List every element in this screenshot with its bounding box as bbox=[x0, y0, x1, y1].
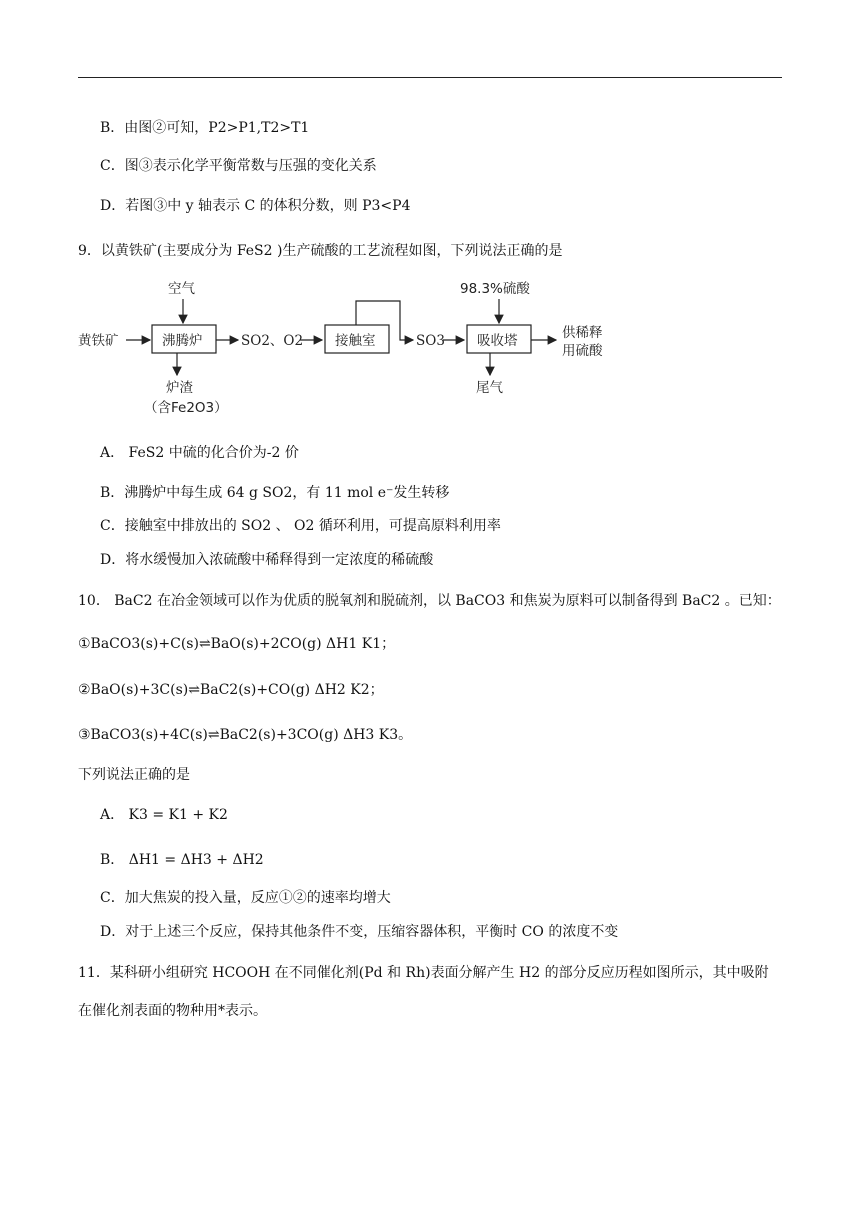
header-rule bbox=[78, 77, 782, 78]
acid-label: 98.3%硫酸 bbox=[460, 281, 530, 297]
q11-line-1: 11．某科研小组研究 HCOOH 在不同催化剂(Pd 和 Rh)表面分解产生 H2 的部分反应历程如图所示，其中吸附 bbox=[78, 965, 769, 981]
gases-label: SO2、O2 bbox=[241, 333, 304, 349]
product-label-2: 用硫酸 bbox=[562, 343, 603, 359]
q10-reaction-2: ②BaO(s)+3C(s)⇌BaC2(s)+CO(g) ΔH2 K2； bbox=[78, 682, 384, 698]
q10-reaction-1: ①BaCO3(s)+C(s)⇌BaO(s)+2CO(g) ΔH1 K1； bbox=[78, 636, 396, 652]
so3-label: SO3 bbox=[416, 333, 445, 349]
q8-option-d: D．若图③中 y 轴表示 C 的体积分数，则 P3<P4 bbox=[100, 198, 411, 214]
sulfuric-acid-flow-diagram bbox=[78, 275, 638, 425]
contact-label: 接触室 bbox=[335, 333, 376, 349]
q11-line-2: 在催化剂表面的物种用*表示。 bbox=[78, 1003, 267, 1019]
tail-label: 尾气 bbox=[476, 380, 503, 396]
product-label-1: 供稀释 bbox=[562, 325, 603, 341]
q8-option-c: C．图③表示化学平衡常数与压强的变化关系 bbox=[100, 158, 377, 174]
slag-label: 炉渣 bbox=[166, 380, 193, 396]
q10-option-a: A． K3 = K1 + K2 bbox=[100, 807, 228, 823]
q10-reaction-3: ③BaCO3(s)+4C(s)⇌BaC2(s)+3CO(g) ΔH3 K3。 bbox=[78, 727, 413, 743]
q8-option-b: B．由图②可知，P2>P1,T2>T1 bbox=[100, 120, 310, 136]
q9-option-a: A． FeS2 中硫的化合价为-2 价 bbox=[100, 445, 299, 461]
q9-option-c: C．接触室中排放出的 SO2 、 O2 循环利用，可提高原料利用率 bbox=[100, 518, 501, 534]
furnace-label: 沸腾炉 bbox=[162, 333, 203, 349]
q10-option-d: D．对于上述三个反应，保持其他条件不变，压缩容器体积，平衡时 CO 的浓度不变 bbox=[100, 924, 619, 940]
slag-note: （含Fe2O3） bbox=[144, 400, 228, 416]
q10-option-b: B． ΔH1 = ΔH3 + ΔH2 bbox=[100, 852, 264, 868]
q10-option-c: C．加大焦炭的投入量，反应①②的速率均增大 bbox=[100, 890, 391, 906]
q9-option-d: D．将水缓慢加入浓硫酸中稀释得到一定浓度的稀硫酸 bbox=[100, 552, 434, 568]
q10-stem: 10． BaC2 在冶金领域可以作为优质的脱氧剂和脱硫剂，以 BaCO3 和焦炭为原料可以制备得到 BaC2 。已知： bbox=[78, 593, 781, 609]
pyrite-label: 黄铁矿 bbox=[78, 333, 119, 349]
q9-option-b: B．沸腾炉中每生成 64 g SO2，有 11 mol e⁻发生转移 bbox=[100, 485, 450, 501]
tower-label: 吸收塔 bbox=[477, 333, 518, 349]
q9-stem: 9．以黄铁矿(主要成分为 FeS2 )生产硫酸的工艺流程如图，下列说法正确的是 bbox=[78, 243, 563, 259]
q10-prompt: 下列说法正确的是 bbox=[78, 767, 190, 783]
air-label: 空气 bbox=[168, 281, 195, 297]
